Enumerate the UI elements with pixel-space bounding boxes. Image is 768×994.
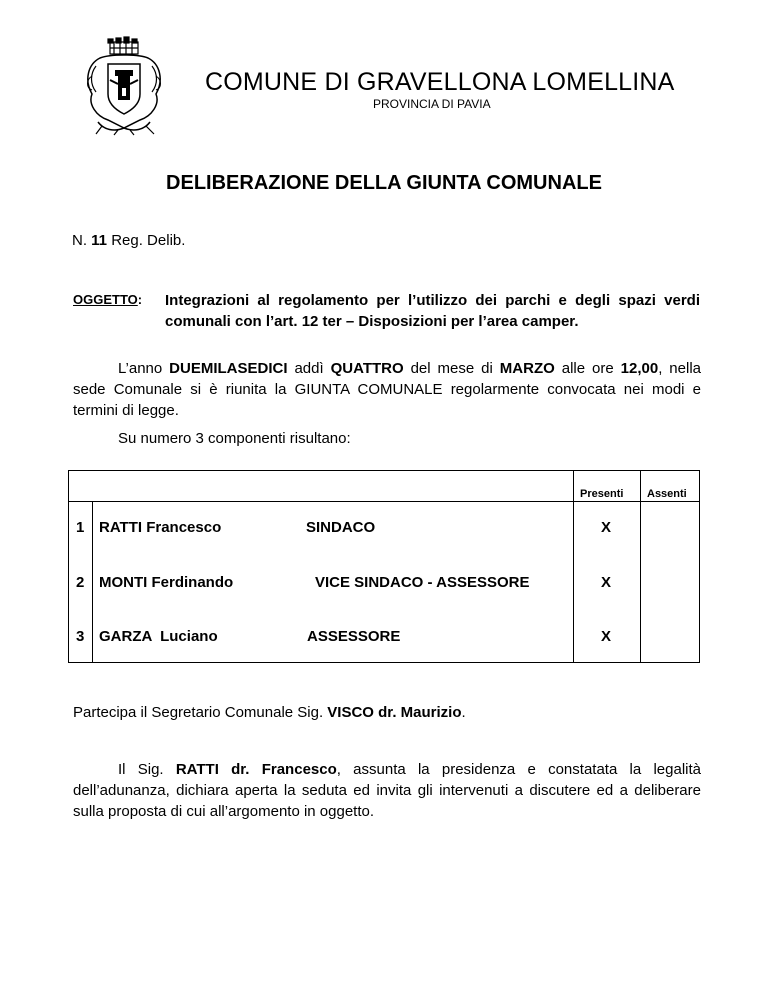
row-role: SINDACO — [306, 519, 376, 536]
intro-anno: DUEMILASEDICI — [169, 360, 288, 377]
row-name: RATTI Francesco — [99, 519, 222, 536]
row-presente: X — [601, 519, 612, 536]
oggetto-label — [73, 292, 142, 307]
row-presente: X — [601, 574, 612, 591]
table-divider — [92, 501, 93, 662]
presidenza-paragraph — [73, 759, 701, 822]
registro-prefix: N. — [72, 232, 87, 249]
row-presente: X — [601, 628, 612, 645]
segretario-nome: VISCO dr. Maurizio — [327, 704, 462, 721]
intro-text-4: alle ore — [554, 360, 621, 377]
row-number: 2 — [76, 574, 85, 591]
table-divider — [573, 471, 574, 662]
intro-ora: 12,00 — [620, 360, 659, 377]
oggetto-text: Integrazioni al regolamento per l’utilizzo dei parchi e degli spazi verdi comunali con l’art. 12 ter – Disposizioni per l’area camper. — [165, 292, 700, 330]
registro-line — [72, 232, 185, 249]
row-role: VICE SINDACO - ASSESSORE — [315, 574, 530, 591]
provincia-name: PROVINCIA DI PAVIA — [373, 97, 491, 111]
oggetto-label-text: OGGETTO — [73, 292, 138, 307]
intro-text-3: del mese di — [403, 360, 500, 377]
componenti-text: Su numero 3 componenti risultano: — [118, 430, 351, 447]
row-number: 3 — [76, 628, 85, 645]
header-presenti: Presenti — [580, 488, 624, 500]
row-role: ASSESSORE — [307, 628, 401, 645]
intro-text-1: L’anno — [118, 360, 170, 377]
presidenza-nome: RATTI dr. Francesco — [175, 761, 337, 778]
registro-number: 11 — [91, 232, 108, 249]
presidenza-text-1: Il Sig. — [118, 761, 176, 778]
header-assenti: Assenti — [647, 488, 687, 500]
registro-suffix: Reg. Delib. — [111, 232, 186, 249]
intro-text-5: , nella sede Comunale si è riunita la GIUNTA COMUNALE regolarmente convocata nei modi e termini di legge. — [73, 360, 701, 419]
row-name: GARZA Luciano — [99, 628, 218, 645]
document-title: DELIBERAZIONE DELLA GIUNTA COMUNALE — [166, 172, 602, 194]
table-divider — [69, 501, 699, 502]
row-number: 1 — [76, 519, 85, 536]
componenti-table — [68, 470, 700, 663]
intro-giorno: QUATTRO — [330, 360, 404, 377]
segretario-paragraph — [73, 702, 701, 723]
table-divider — [640, 471, 641, 662]
presidenza-text-2: , assunta la presidenza e constatata la legalità dell’adunanza, dichiara aperta la seduta ed invita gli intervenuti a discutere ed a deliberare sulla proposta di cui all’argomento in oggetto. — [73, 761, 702, 820]
intro-paragraph — [73, 358, 701, 421]
segretario-text-2: . — [461, 704, 466, 721]
row-name: MONTI Ferdinando — [99, 574, 234, 591]
oggetto-colon: : — [137, 292, 143, 307]
comune-name: COMUNE DI GRAVELLONA LOMELLINA — [205, 68, 675, 96]
intro-mese: MARZO — [499, 360, 555, 377]
municipal-crest-icon — [78, 36, 170, 136]
segretario-text-1: Partecipa il Segretario Comunale Sig. — [73, 704, 328, 721]
intro-text-2: addì — [287, 360, 331, 377]
